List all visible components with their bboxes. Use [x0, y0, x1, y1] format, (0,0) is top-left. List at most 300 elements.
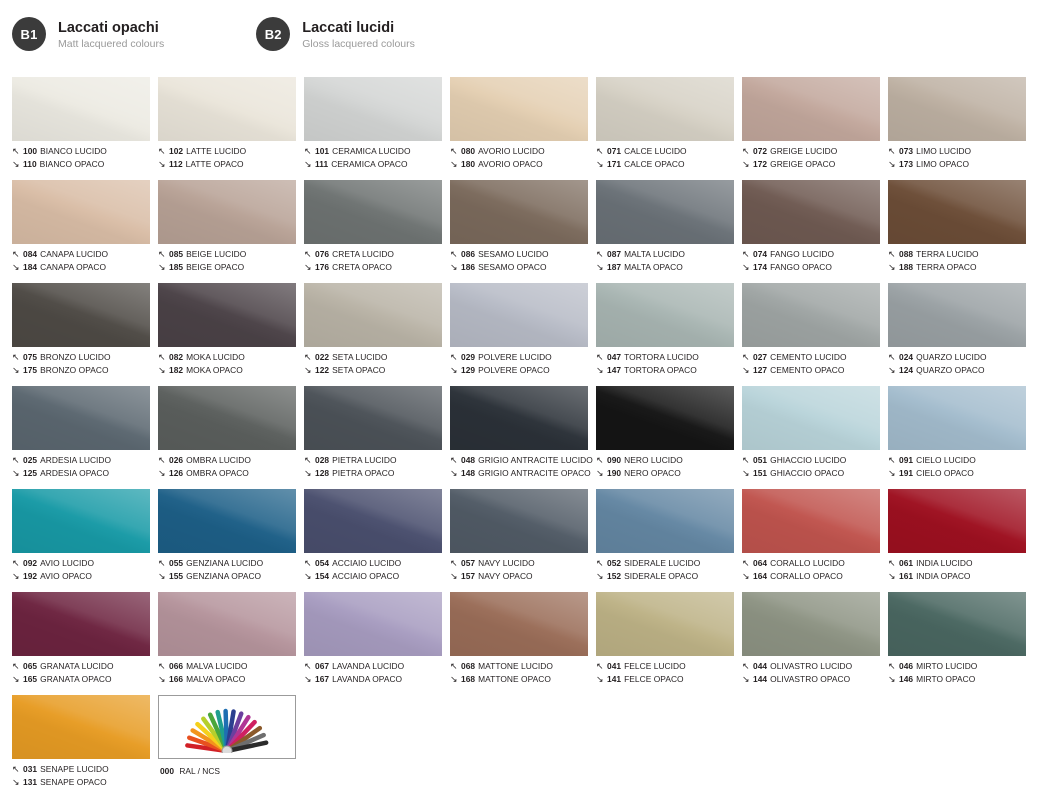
- colour-swatch-cell[interactable]: [888, 180, 1026, 274]
- colour-chip[interactable]: [158, 386, 296, 450]
- colour-code: 085: [169, 249, 184, 259]
- colour-swatch-cell[interactable]: [304, 77, 442, 171]
- matt-label: [596, 261, 734, 274]
- colour-chip[interactable]: [304, 592, 442, 656]
- colour-chip[interactable]: [12, 180, 150, 244]
- arrow-down-right-icon: ↘: [742, 571, 750, 581]
- colour-swatch-cell[interactable]: [596, 180, 734, 274]
- matt-label: [304, 364, 442, 377]
- ral-ncs-label: [158, 759, 296, 778]
- colour-name: GRIGIO ANTRACITE LUCIDO: [478, 455, 593, 465]
- colour-code: 188: [899, 262, 914, 272]
- colour-swatch-cell[interactable]: [596, 283, 734, 377]
- colour-chip[interactable]: [158, 180, 296, 244]
- colour-labels: [742, 450, 880, 480]
- colour-code: 054: [315, 558, 330, 568]
- colour-swatch-cell[interactable]: [742, 180, 880, 274]
- arrow-up-left-icon: ↖: [12, 558, 20, 568]
- colour-swatch-cell[interactable]: [158, 283, 296, 377]
- colour-swatch-cell[interactable]: [450, 283, 588, 377]
- colour-code: 027: [753, 352, 768, 362]
- colour-code: 051: [753, 455, 768, 465]
- colour-chip[interactable]: [304, 283, 442, 347]
- colour-chip[interactable]: [12, 386, 150, 450]
- colour-swatch-cell[interactable]: [12, 489, 150, 583]
- colour-code: 191: [899, 468, 914, 478]
- colour-code: 124: [899, 365, 914, 375]
- colour-name: BIANCO LUCIDO: [40, 146, 107, 156]
- arrow-up-left-icon: ↖: [158, 455, 166, 465]
- colour-code: 147: [607, 365, 622, 375]
- colour-labels: [450, 141, 588, 171]
- colour-swatch-cell[interactable]: [742, 489, 880, 583]
- matt-label: [304, 158, 442, 171]
- gloss-highlight: [450, 77, 588, 141]
- gloss-label: [596, 145, 734, 158]
- colour-labels: [304, 141, 442, 171]
- colour-chip[interactable]: [888, 592, 1026, 656]
- arrow-up-left-icon: ↖: [596, 146, 604, 156]
- colour-swatch-cell[interactable]: [12, 180, 150, 274]
- colour-code: 173: [899, 159, 914, 169]
- gloss-highlight: [742, 283, 880, 347]
- colour-chip[interactable]: [596, 386, 734, 450]
- colour-code: 190: [607, 468, 622, 478]
- colour-name: BEIGE OPACO: [186, 262, 245, 272]
- colour-swatch-cell[interactable]: [742, 283, 880, 377]
- gloss-label: [12, 763, 150, 776]
- gloss-highlight: [742, 592, 880, 656]
- arrow-up-left-icon: ↖: [596, 352, 604, 362]
- colour-chip[interactable]: [742, 592, 880, 656]
- matt-label: [450, 261, 588, 274]
- gloss-highlight: [742, 489, 880, 553]
- colour-name: CERAMICA OPACO: [331, 159, 408, 169]
- colour-chip[interactable]: [596, 283, 734, 347]
- colour-labels: [888, 553, 1026, 583]
- arrow-up-left-icon: ↖: [888, 249, 896, 259]
- colour-chip[interactable]: [742, 386, 880, 450]
- colour-code: 125: [23, 468, 38, 478]
- colour-name: POLVERE LUCIDO: [478, 352, 552, 362]
- colour-chip[interactable]: [742, 489, 880, 553]
- colour-swatch-cell[interactable]: [304, 592, 442, 686]
- arrow-down-right-icon: ↘: [596, 571, 604, 581]
- arrow-down-right-icon: ↘: [12, 468, 20, 478]
- colour-code: 073: [899, 146, 914, 156]
- colour-swatch-cell[interactable]: [158, 386, 296, 480]
- arrow-down-right-icon: ↘: [596, 365, 604, 375]
- gloss-highlight: [158, 180, 296, 244]
- colour-swatch-cell[interactable]: [596, 77, 734, 171]
- colour-labels: [304, 656, 442, 686]
- colour-chip[interactable]: [888, 489, 1026, 553]
- arrow-up-left-icon: ↖: [158, 558, 166, 568]
- colour-code: 167: [315, 674, 330, 684]
- gloss-label: [450, 351, 588, 364]
- colour-name: MATTONE LUCIDO: [478, 661, 553, 671]
- colour-code: 127: [753, 365, 768, 375]
- gloss-highlight: [888, 180, 1026, 244]
- colour-code: 025: [23, 455, 38, 465]
- colour-name: AVORIO OPACO: [478, 159, 543, 169]
- gloss-label: [450, 660, 588, 673]
- arrow-down-right-icon: ↘: [12, 777, 20, 787]
- colour-labels: [596, 244, 734, 274]
- arrow-down-right-icon: ↘: [596, 674, 604, 684]
- colour-labels: [450, 244, 588, 274]
- matt-label: [12, 261, 150, 274]
- colour-swatch-cell[interactable]: [12, 695, 150, 789]
- colour-code: 110: [23, 159, 37, 169]
- arrow-up-left-icon: ↖: [158, 661, 166, 671]
- colour-code: 067: [315, 661, 330, 671]
- colour-chip[interactable]: [596, 180, 734, 244]
- matt-label: [596, 673, 734, 686]
- colour-labels: [888, 450, 1026, 480]
- gloss-label: [158, 351, 296, 364]
- colour-chip[interactable]: [158, 592, 296, 656]
- colour-chip[interactable]: [742, 77, 880, 141]
- matt-label: [158, 364, 296, 377]
- colour-code: 180: [461, 159, 476, 169]
- colour-code: 151: [753, 468, 768, 478]
- matt-label: [888, 364, 1026, 377]
- colour-name: OMBRA LUCIDO: [186, 455, 251, 465]
- colour-swatch-cell[interactable]: [450, 489, 588, 583]
- colour-swatch-cell[interactable]: [158, 592, 296, 686]
- matt-label: [450, 467, 591, 480]
- gloss-highlight: [742, 77, 880, 141]
- colour-swatch-cell[interactable]: [158, 489, 296, 583]
- colour-code: 086: [461, 249, 476, 259]
- arrow-down-right-icon: ↘: [12, 365, 20, 375]
- colour-chip[interactable]: [304, 77, 442, 141]
- gloss-label: [304, 557, 442, 570]
- colour-name: MALVA LUCIDO: [186, 661, 248, 671]
- colour-labels: [304, 553, 442, 583]
- colour-name: QUARZO OPACO: [916, 365, 985, 375]
- gloss-highlight: [304, 77, 442, 141]
- colour-code: 122: [315, 365, 330, 375]
- colour-chip[interactable]: [742, 283, 880, 347]
- colour-chip[interactable]: [158, 489, 296, 553]
- colour-code: 161: [899, 571, 914, 581]
- colour-name: PIETRA LUCIDO: [332, 455, 397, 465]
- colour-name: AVIO OPACO: [40, 571, 92, 581]
- colour-labels: [888, 141, 1026, 171]
- colour-name: MALTA OPACO: [624, 262, 683, 272]
- colour-swatch-cell[interactable]: [888, 592, 1026, 686]
- arrow-down-right-icon: ↘: [304, 571, 312, 581]
- colour-labels: [158, 347, 296, 377]
- colour-code: 111: [315, 159, 329, 169]
- colour-code: 024: [899, 352, 914, 362]
- colour-swatch-cell[interactable]: [12, 77, 150, 171]
- colour-chip[interactable]: [596, 592, 734, 656]
- colour-name: GENZIANA OPACO: [186, 571, 262, 581]
- colour-chip[interactable]: [12, 592, 150, 656]
- colour-chip[interactable]: [596, 489, 734, 553]
- arrow-up-left-icon: ↖: [158, 249, 166, 259]
- colour-name: CERAMICA LUCIDO: [332, 146, 411, 156]
- colour-code: 026: [169, 455, 184, 465]
- colour-chip[interactable]: [888, 386, 1026, 450]
- colour-swatch-cell[interactable]: [304, 386, 442, 480]
- matt-label: [158, 673, 296, 686]
- colour-chip[interactable]: [304, 180, 442, 244]
- arrow-up-left-icon: ↖: [450, 146, 458, 156]
- colour-name: ACCIAIO OPACO: [332, 571, 400, 581]
- gloss-highlight: [158, 77, 296, 141]
- gloss-highlight: [12, 489, 150, 553]
- colour-code: 129: [461, 365, 476, 375]
- colour-chip[interactable]: [158, 283, 296, 347]
- arrow-up-left-icon: ↖: [742, 455, 750, 465]
- colour-swatch-cell[interactable]: [12, 283, 150, 377]
- gloss-label: [596, 351, 734, 364]
- gloss-highlight: [888, 283, 1026, 347]
- colour-swatch-cell[interactable]: [304, 283, 442, 377]
- gloss-highlight: [12, 77, 150, 141]
- colour-labels: [888, 347, 1026, 377]
- colour-code: 028: [315, 455, 330, 465]
- colour-swatch-grid: [12, 77, 1038, 797]
- colour-chip[interactable]: [304, 386, 442, 450]
- colour-code: 087: [607, 249, 622, 259]
- colour-swatch-cell[interactable]: [450, 180, 588, 274]
- colour-code: 184: [23, 262, 38, 272]
- colour-swatch-cell[interactable]: [888, 283, 1026, 377]
- gloss-label: [304, 351, 442, 364]
- legend-badge-b2: B2: [256, 17, 290, 51]
- colour-chip[interactable]: [888, 180, 1026, 244]
- arrow-up-left-icon: ↖: [888, 558, 896, 568]
- colour-name: INDIA OPACO: [916, 571, 971, 581]
- gloss-highlight: [888, 489, 1026, 553]
- matt-label: [450, 158, 588, 171]
- colour-code: 041: [607, 661, 622, 671]
- arrow-up-left-icon: ↖: [596, 661, 604, 671]
- colour-swatch-cell[interactable]: [12, 592, 150, 686]
- arrow-up-left-icon: ↖: [888, 146, 896, 156]
- colour-name: CRETA OPACO: [332, 262, 392, 272]
- colour-code: 154: [315, 571, 330, 581]
- arrow-down-right-icon: ↘: [888, 159, 896, 169]
- legend-text-b1: [58, 17, 164, 52]
- arrow-down-right-icon: ↘: [304, 468, 312, 478]
- colour-swatch-cell[interactable]: [888, 489, 1026, 583]
- colour-chip[interactable]: [12, 489, 150, 553]
- colour-chip[interactable]: [450, 489, 588, 553]
- arrow-down-right-icon: ↘: [158, 674, 166, 684]
- gloss-highlight: [596, 592, 734, 656]
- matt-label: [304, 261, 442, 274]
- gloss-label: [304, 454, 442, 467]
- arrow-up-left-icon: ↖: [742, 352, 750, 362]
- colour-chip[interactable]: [450, 77, 588, 141]
- colour-chip[interactable]: [12, 283, 150, 347]
- gloss-label: [304, 660, 442, 673]
- colour-swatch-cell[interactable]: [450, 77, 588, 171]
- colour-name: AVORIO LUCIDO: [478, 146, 545, 156]
- colour-swatch-cell[interactable]: [742, 592, 880, 686]
- gloss-highlight: [158, 386, 296, 450]
- colour-labels: [450, 656, 588, 686]
- colour-swatch-cell[interactable]: [158, 77, 296, 171]
- colour-swatch-cell[interactable]: [888, 386, 1026, 480]
- matt-label: [596, 158, 734, 171]
- matt-label: [742, 467, 880, 480]
- colour-name: SETA OPACO: [332, 365, 386, 375]
- colour-chip[interactable]: [12, 695, 150, 759]
- colour-code: 112: [169, 159, 183, 169]
- colour-swatch-cell[interactable]: [888, 77, 1026, 171]
- ral-ncs-name: RAL / NCS: [179, 766, 220, 776]
- gloss-highlight: [596, 386, 734, 450]
- colour-code: 048: [461, 455, 476, 465]
- arrow-up-left-icon: ↖: [304, 146, 312, 156]
- colour-code: 068: [461, 661, 476, 671]
- colour-name: GRANATA OPACO: [40, 674, 112, 684]
- colour-code: 172: [753, 159, 768, 169]
- ral-ncs-chip[interactable]: [158, 695, 296, 759]
- colour-chip[interactable]: [742, 180, 880, 244]
- gloss-label: [304, 248, 442, 261]
- arrow-up-left-icon: ↖: [450, 455, 458, 465]
- colour-swatch-cell[interactable]: [742, 386, 880, 480]
- colour-chip[interactable]: [450, 592, 588, 656]
- colour-swatch-cell[interactable]: [596, 489, 734, 583]
- colour-code: 075: [23, 352, 38, 362]
- colour-labels: [742, 244, 880, 274]
- colour-code: 165: [23, 674, 38, 684]
- colour-chip[interactable]: [450, 386, 588, 450]
- colour-name: ACCIAIO LUCIDO: [332, 558, 402, 568]
- colour-labels: [888, 656, 1026, 686]
- colour-name: CIELO OPACO: [916, 468, 974, 478]
- matt-label: [742, 673, 880, 686]
- colour-name: ARDESIA OPACO: [40, 468, 110, 478]
- matt-label: [742, 570, 880, 583]
- gloss-label: [12, 557, 150, 570]
- colour-swatch-cell[interactable]: [304, 489, 442, 583]
- gloss-label: [12, 454, 150, 467]
- colour-chip[interactable]: [596, 77, 734, 141]
- colour-code: 055: [169, 558, 184, 568]
- arrow-up-left-icon: ↖: [450, 352, 458, 362]
- gloss-label: [12, 660, 150, 673]
- colour-code: 047: [607, 352, 622, 362]
- arrow-up-left-icon: ↖: [596, 455, 604, 465]
- gloss-label: [888, 660, 1026, 673]
- colour-name: LIMO OPACO: [916, 159, 970, 169]
- colour-code: 066: [169, 661, 184, 671]
- colour-chip[interactable]: [450, 283, 588, 347]
- arrow-down-right-icon: ↘: [596, 468, 604, 478]
- matt-label: [450, 673, 588, 686]
- colour-chip[interactable]: [450, 180, 588, 244]
- colour-labels: [596, 553, 734, 583]
- chart-header: [0, 0, 1050, 52]
- colour-swatch-cell[interactable]: [158, 180, 296, 274]
- gloss-label: [450, 248, 588, 261]
- arrow-down-right-icon: ↘: [304, 365, 312, 375]
- colour-chip[interactable]: [888, 283, 1026, 347]
- gloss-label: [888, 557, 1026, 570]
- colour-code: 128: [315, 468, 330, 478]
- colour-chip[interactable]: [12, 77, 150, 141]
- colour-chip[interactable]: [304, 489, 442, 553]
- colour-code: 065: [23, 661, 38, 671]
- colour-code: 064: [753, 558, 768, 568]
- colour-name: MIRTO LUCIDO: [916, 661, 978, 671]
- gloss-label: [888, 248, 1026, 261]
- colour-chip[interactable]: [888, 77, 1026, 141]
- colour-swatch-cell[interactable]: [596, 592, 734, 686]
- colour-swatch-cell[interactable]: [742, 77, 880, 171]
- gloss-label: [158, 145, 296, 158]
- matt-label: [596, 467, 734, 480]
- gloss-highlight: [596, 77, 734, 141]
- colour-labels: [596, 347, 734, 377]
- colour-labels: [450, 553, 588, 583]
- gloss-label: [742, 454, 880, 467]
- colour-swatch-cell[interactable]: [12, 386, 150, 480]
- colour-swatch-cell[interactable]: [450, 386, 593, 480]
- colour-code: 088: [899, 249, 914, 259]
- colour-code: 092: [23, 558, 38, 568]
- colour-labels: [12, 450, 150, 480]
- gloss-label: [742, 351, 880, 364]
- colour-swatch-cell[interactable]: [450, 592, 588, 686]
- legend-badge-b1: B1: [12, 17, 46, 51]
- arrow-down-right-icon: ↘: [450, 159, 458, 169]
- colour-code: 168: [461, 674, 476, 684]
- colour-name: NAVY LUCIDO: [478, 558, 535, 568]
- colour-name: MOKA LUCIDO: [186, 352, 245, 362]
- arrow-down-right-icon: ↘: [12, 571, 20, 581]
- arrow-up-left-icon: ↖: [304, 558, 312, 568]
- colour-swatch-cell[interactable]: [596, 386, 734, 480]
- colour-name: NERO OPACO: [624, 468, 681, 478]
- gloss-highlight: [158, 592, 296, 656]
- gloss-label: [888, 145, 1026, 158]
- colour-code: 061: [899, 558, 914, 568]
- matt-label: [888, 467, 1026, 480]
- colour-code: 090: [607, 455, 622, 465]
- matt-label: [12, 364, 150, 377]
- colour-chip[interactable]: [158, 77, 296, 141]
- gloss-label: [450, 145, 588, 158]
- gloss-highlight: [450, 180, 588, 244]
- gloss-highlight: [12, 592, 150, 656]
- arrow-down-right-icon: ↘: [888, 262, 896, 272]
- colour-code: 164: [753, 571, 768, 581]
- colour-swatch-cell[interactable]: [304, 180, 442, 274]
- arrow-up-left-icon: ↖: [742, 146, 750, 156]
- gloss-highlight: [12, 695, 150, 759]
- gloss-label: [158, 557, 296, 570]
- gloss-label: [742, 557, 880, 570]
- ral-ncs-code: 000: [160, 766, 177, 776]
- matt-label: [158, 467, 296, 480]
- ral-ncs-cell[interactable]: [158, 695, 296, 789]
- colour-name: OMBRA OPACO: [186, 468, 249, 478]
- colour-labels: [12, 244, 150, 274]
- gloss-label: [742, 660, 880, 673]
- arrow-down-right-icon: ↘: [742, 262, 750, 272]
